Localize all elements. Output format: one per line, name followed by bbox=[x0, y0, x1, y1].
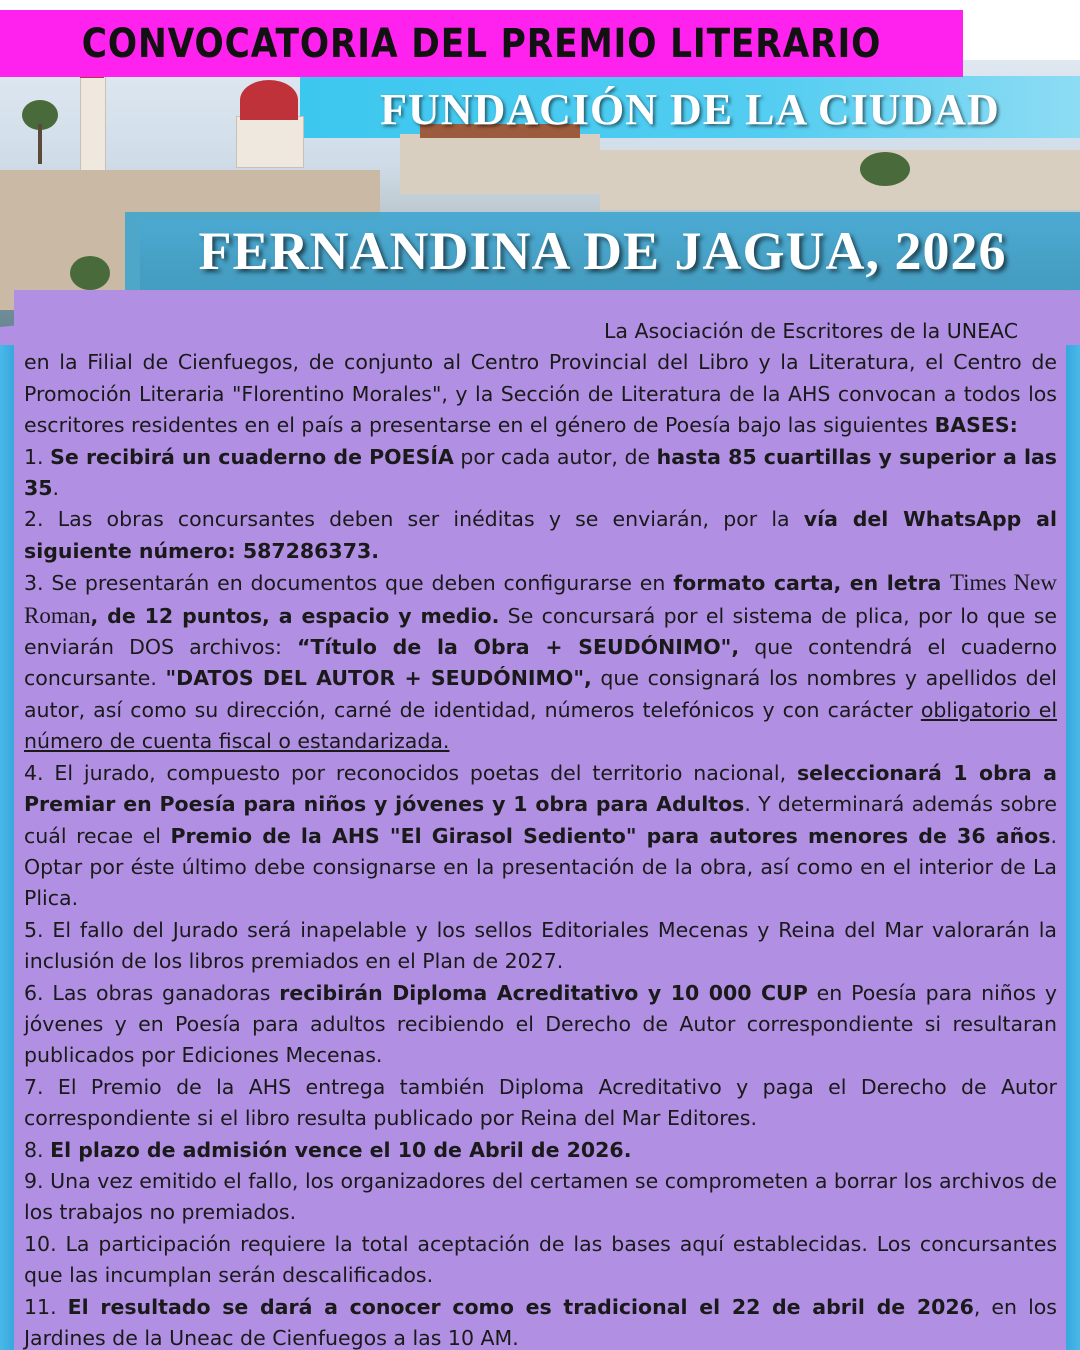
call-text bbox=[24, 316, 1057, 1350]
intro-b: en la Filial de Cienfuegos, de conjunto al Centro Provincial del Libro y la Literatura, el Centro de Promoción Literaria "Florentino Morales", y la Sección de Literatura de la AHS convocan a todos los escritores residentes en el país a presentarse en el género de Poesía bajo las siguientes bbox=[24, 350, 1057, 438]
base-1-a: Se recibirá un cuaderno de POESÍA bbox=[50, 444, 454, 469]
base-1-b: por cada autor, de bbox=[453, 444, 657, 469]
intro-paragraph bbox=[24, 347, 1057, 441]
base-8-number: 8. bbox=[24, 1137, 51, 1162]
base-9: 9. Una vez emitido el fallo, los organizadores del certamen se comprometen a borrar los archivos de los trabajos no premiados. bbox=[24, 1168, 1057, 1225]
base-11 bbox=[24, 1292, 1057, 1350]
base-4-a: 4. El jurado, compuesto por reconocidos poetas del territorio nacional, bbox=[24, 760, 797, 785]
base-4-b: seleccionará 1 obra a Premiar en Poesía para niños y jóvenes y 1 obra para Adultos bbox=[24, 760, 1058, 817]
base-4-e: . Optar por éste último debe consignarse en la presentación de la obra, así como en el interior de La Plica. bbox=[24, 823, 1057, 911]
rooftops-right bbox=[600, 150, 1080, 210]
church-dome bbox=[240, 80, 298, 120]
base-3-font-name: Times New Roman bbox=[24, 570, 1057, 628]
header-subtitle: FUNDACIÓN DE LA CIUDAD bbox=[380, 85, 1000, 134]
base-6-a: 6. Las obras ganadoras bbox=[24, 980, 280, 1005]
base-3-a: 3. Se presentarán en documentos que deben configurarse en bbox=[24, 571, 674, 596]
base-3-f: “Título de la Obra + SEUDÓNIMO", bbox=[296, 635, 740, 660]
palm-trunk bbox=[38, 124, 42, 164]
base-1-number: 1. bbox=[24, 444, 51, 469]
base-8 bbox=[24, 1135, 1057, 1166]
base-3-i: que consignará los nombres y apellidos del autor, así como su dirección, carné de identidad, números telefónicos y con carácter bbox=[24, 666, 1058, 722]
base-1 bbox=[24, 442, 1057, 505]
left-edge-stripe bbox=[0, 340, 14, 1350]
base-6-c: en Poesía para niños y jóvenes y en Poesía para adultos recibiendo el Derecho de Autor correspondiente si resultaran publicados por Ediciones Mecenas. bbox=[24, 980, 1058, 1068]
base-6 bbox=[24, 978, 1057, 1072]
church-body bbox=[236, 116, 304, 168]
intro-line-1 bbox=[24, 316, 1057, 347]
base-3-d: , de 12 puntos, a espacio y medio. bbox=[90, 603, 500, 628]
base-7: 7. El Premio de la AHS entrega también Diploma Acreditativo y paga el Derecho de Autor correspondiente si el libro resulta publicado por Reina del Mar Editores. bbox=[24, 1074, 1057, 1131]
base-2-a: 2. Las obras concursantes deben ser inéditas y se enviarán, por la bbox=[24, 507, 804, 532]
base-6-b: recibirán Diploma Acreditativo y 10 000 CUP bbox=[279, 980, 808, 1005]
base-4 bbox=[24, 758, 1057, 915]
base-2 bbox=[24, 504, 1057, 567]
base-10: 10. La participación requiere la total aceptación de las bases aquí establecidas. Los concursantes que las incumplan serán descalificados. bbox=[24, 1231, 1057, 1288]
banner-title: CONVOCATORIA DEL PREMIO LITERARIO bbox=[81, 20, 882, 67]
bell-tower bbox=[80, 74, 106, 176]
intro-a: La Asociación de Escritores de la UNEAC bbox=[604, 319, 1019, 343]
base-1-c: hasta 85 cuartillas y superior a las 35 bbox=[24, 444, 1058, 501]
base-11-a: El resultado se dará a conocer como es tradicional el 22 de abril de 2026 bbox=[67, 1294, 974, 1319]
cathedral bbox=[400, 134, 600, 194]
bases-label: BASES: bbox=[934, 413, 1018, 438]
base-2-b: vía del WhatsApp al siguiente número: 587286373. bbox=[24, 507, 1057, 563]
base-8-a: El plazo de admisión vence el 10 de Abril de 2026. bbox=[50, 1137, 632, 1162]
header-title: FERNANDINA DE JAGUA, 2026 bbox=[198, 221, 1007, 281]
base-3-g: que contendrá el cuaderno concursante. bbox=[24, 635, 1057, 691]
base-4-c: . Y determinará además sobre cuál recae el bbox=[24, 792, 1057, 848]
base-3-j: obligatorio el número de cuenta fiscal o estandarizada. bbox=[24, 697, 1058, 754]
base-3-h: "DATOS DEL AUTOR + SEUDÓNIMO", bbox=[165, 666, 592, 691]
base-5: 5. El fallo del Jurado será inapelable y los sellos Editoriales Mecenas y Reina del Mar valorarán la inclusión de los libros premiados en el Plan de 2027. bbox=[24, 917, 1057, 974]
base-1-d: . bbox=[52, 476, 60, 501]
base-4-d: Premio de la AHS "El Girasol Sediento" para autores menores de 36 años bbox=[170, 823, 1051, 848]
base-3-e: Se concursará por el sistema de plica, por lo que se enviarán DOS archivos: bbox=[24, 603, 1058, 660]
base-3-b: formato carta, en letra bbox=[673, 571, 950, 596]
base-3 bbox=[24, 567, 1057, 757]
base-11-b: , en los Jardines de la Uneac de Cienfuegos a las 10 AM. bbox=[24, 1294, 1057, 1350]
tree-icon-2 bbox=[860, 152, 910, 186]
base-11-number: 11. bbox=[24, 1294, 68, 1319]
right-edge-stripe bbox=[1066, 300, 1080, 1350]
